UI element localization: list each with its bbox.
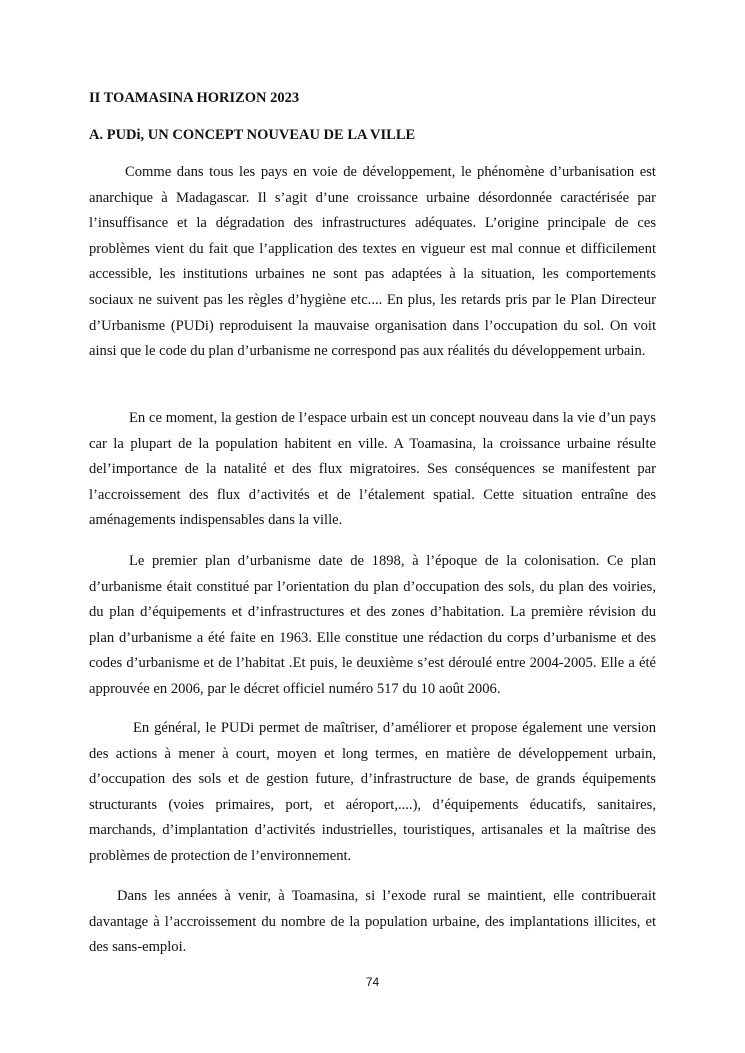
paragraph-1: Comme dans tous les pays en voie de développement, le phénomène d’urbanisation est anarchique à Madagascar. Il s’agit d’une croissance urbaine désordonnée caractérisée par l’insuffisance et la dégradation des infrastructures adéquates. L’origine principale de ces problèmes vient du fait que l’application des textes en vigueur est mal connue et difficilement accessible, les institutions urbaines ne sont pas adaptées à la situation, les comportements sociaux ne suivent pas les règles d’hygiène etc.... En plus, les retards pris par le Plan Directeur d’Urbanisme (PUDi) reproduisent la mauvaise organisation dans l’occupation du sol. On voit ainsi que le code du plan d’urbanisme ne correspond pas aux réalités du développement urbain. (89, 164, 656, 360)
paragraph-5: Dans les années à venir, à Toamasina, si l’exode rural se maintient, elle contribuerait davantage à l’accroissement du nombre de la population urbaine, des implantations illicites, et des sans-emploi. (89, 888, 656, 956)
paragraph-3: Le premier plan d’urbanisme date de 1898, à l’époque de la colonisation. Ce plan d’urbanisme était constitué par l’orientation du plan d’occupation des sols, du plan des voiries, du plan d’équipements et d’infrastructures et des zones d’habitation. La première révision du plan d’urbanisme a été faite en 1963. Elle constitue une rédaction du corps d’urbanisme et des codes d’urbanisme et de l’habitat .Et puis, le deuxième s’est déroulé entre 2004-2005. Elle a été approuvée en 2006, par le décret officiel numéro 517 du 10 août 2006. (89, 553, 656, 697)
paragraph-2: En ce moment, la gestion de l’espace urbain est un concept nouveau dans la vie d’un pays car la plupart de la population habitent en ville. A Toamasina, la croissance urbaine résulte del’importance de la natalité et des flux migratoires. Ses conséquences se manifestent par l’accroissement des flux d’activités et de l’étalement spatial. Cette situation entraîne des aménagements indispensables dans la ville. (89, 410, 656, 529)
section-heading: II TOAMASINA HORIZON 2023 (89, 90, 300, 106)
paragraph-4: En général, le PUDi permet de maîtriser, d’améliorer et propose également une version des actions à mener à court, moyen et long termes, en matière de développement urbain, d’occupation des sols et de gestion future, d’infrastructure de base, de grands équipements structurants (voies primaires, port, et aéroport,....), d’équipements éducatifs, sanitaires, marchands, d’implantation d’activités industrielles, touristiques, artisanales et la maîtrise des problèmes de protection de l’environnement. (89, 720, 656, 864)
subsection-heading: A. PUDi, UN CONCEPT NOUVEAU DE LA VILLE (89, 127, 416, 143)
page-number: 74 (365, 975, 380, 989)
